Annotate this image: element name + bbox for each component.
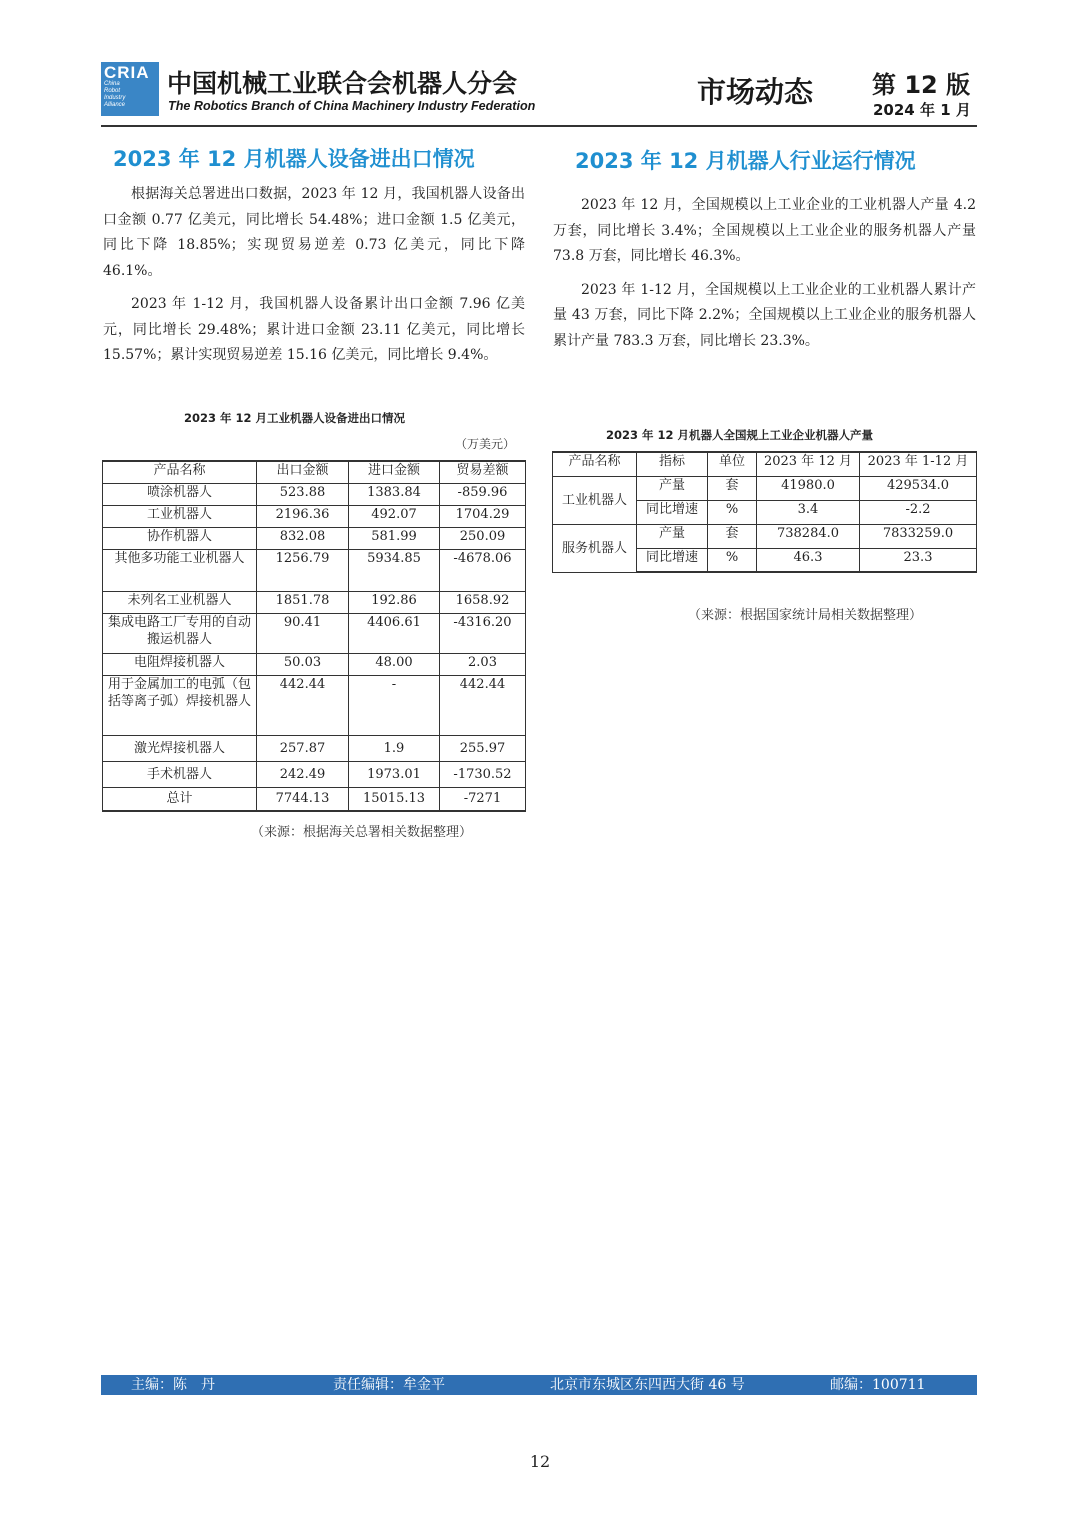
- production-table-header: [553, 452, 977, 476]
- import-cell: -: [349, 675, 440, 735]
- table-row: [103, 527, 526, 549]
- production-table: [552, 451, 977, 573]
- table-row: [103, 653, 526, 675]
- unit-cell: 套: [708, 476, 757, 500]
- header-cell: 单位: [708, 452, 757, 476]
- trade-table-header: [103, 461, 526, 483]
- export-cell: 2196.36: [257, 505, 349, 527]
- product-name-cell: 工业机器人: [103, 505, 257, 527]
- footer-bar: [101, 1375, 977, 1395]
- production-table-source: （来源：根据国家统计局相关数据整理）: [688, 608, 923, 623]
- metric-cell: 产量: [637, 476, 708, 500]
- logo-sub-1: China: [104, 81, 120, 87]
- footer-editor: 主编：陈 丹: [131, 1377, 215, 1393]
- section-title: 市场动态: [697, 75, 814, 109]
- balance-cell: 1658.92: [440, 591, 526, 613]
- left-article-title: 2023 年 12 月机器人设备进出口情况: [113, 147, 475, 171]
- table-row: [103, 675, 526, 735]
- product-name-cell: 用于金属加工的电弧（包括等离子弧）焊接机器人: [103, 675, 257, 735]
- balance-cell: -7271: [440, 787, 526, 811]
- trade-table-title: 2023 年 12 月工业机器人设备进出口情况: [184, 411, 406, 425]
- import-cell: 4406.61: [349, 613, 440, 653]
- header-cell: 2023 年 12 月: [757, 452, 860, 476]
- product-name-cell: 电阻焊接机器人: [103, 653, 257, 675]
- import-cell: 48.00: [349, 653, 440, 675]
- balance-cell: 442.44: [440, 675, 526, 735]
- footer-responsible-editor: 责任编辑：牟金平: [333, 1377, 445, 1393]
- product-name-cell: 激光焊接机器人: [103, 735, 257, 761]
- export-cell: 1851.78: [257, 591, 349, 613]
- header-cell: 2023 年 1-12 月: [860, 452, 977, 476]
- product-name-cell: 协作机器人: [103, 527, 257, 549]
- header-cell: 出口金额: [257, 461, 349, 483]
- table-row: [103, 549, 526, 591]
- logo-sub-4: Alliance: [104, 102, 126, 108]
- header-cell: 产品名称: [103, 461, 257, 483]
- dec-value-cell: 46.3: [757, 548, 860, 572]
- balance-cell: 2.03: [440, 653, 526, 675]
- ytd-value-cell: 23.3: [860, 548, 977, 572]
- export-cell: 523.88: [257, 483, 349, 505]
- product-name-cell: 总计: [103, 787, 257, 811]
- dec-value-cell: 41980.0: [757, 476, 860, 500]
- product-name-cell: 其他多功能工业机器人: [103, 549, 257, 591]
- product-name-cell: 集成电路工厂专用的自动搬运机器人: [103, 613, 257, 653]
- table-row: [103, 613, 526, 653]
- footer-address: 北京市东城区东四西大街 46 号: [550, 1377, 745, 1393]
- balance-cell: -1730.52: [440, 761, 526, 787]
- product-name-cell: 喷涂机器人: [103, 483, 257, 505]
- balance-cell: -4316.20: [440, 613, 526, 653]
- import-cell: 192.86: [349, 591, 440, 613]
- export-cell: 90.41: [257, 613, 349, 653]
- balance-cell: 250.09: [440, 527, 526, 549]
- org-name-cn: 中国机械工业联合会机器人分会: [167, 69, 518, 98]
- cria-logo: [101, 62, 159, 116]
- issue-date: 2024 年 1 月: [873, 101, 971, 119]
- trade-table-source: （来源：根据海关总署相关数据整理）: [251, 825, 473, 840]
- header-cell: 指标: [637, 452, 708, 476]
- table-row: [103, 735, 526, 761]
- table-row: [553, 476, 977, 500]
- production-table-title: 2023 年 12 月机器人全国规上工业企业机器人产量: [606, 428, 874, 442]
- unit-cell: 套: [708, 524, 757, 548]
- export-cell: 832.08: [257, 527, 349, 549]
- import-cell: 15015.13: [349, 787, 440, 811]
- logo-sub-2: Robot: [104, 88, 121, 94]
- org-name-en: The Robotics Branch of China Machinery Industry Federation: [168, 99, 536, 113]
- balance-cell: 1704.29: [440, 505, 526, 527]
- header-cell: 贸易差额: [440, 461, 526, 483]
- page-label: 第 12 版: [872, 71, 971, 99]
- trade-table-unit: （万美元）: [455, 437, 516, 451]
- table-row: [103, 591, 526, 613]
- ytd-value-cell: 7833259.0: [860, 524, 977, 548]
- product-group-cell: 工业机器人: [553, 476, 637, 524]
- ytd-value-cell: 429534.0: [860, 476, 977, 500]
- right-article-title: 2023 年 12 月机器人行业运行情况: [575, 149, 916, 173]
- export-cell: 242.49: [257, 761, 349, 787]
- export-cell: 257.87: [257, 735, 349, 761]
- metric-cell: 同比增速: [637, 548, 708, 572]
- left-article-body: [103, 182, 525, 377]
- right-paragraph-1: 2023 年 12 月，全国规模以上工业企业的工业机器人产量 4.2 万套，同比增长 3.4%；全国规模以上工业企业的服务机器人产量 73.8 万套，同比增长 46.3%。: [553, 197, 976, 264]
- trade-table: [102, 460, 526, 812]
- left-paragraph-1: 根据海关总署进出口数据，2023 年 12 月，我国机器人设备出口金额 0.77 亿美元，同比增长 54.48%；进口金额 1.5 亿美元，同比下降 18.85%；实现贸易逆差 0.73 亿美元，同比下降 46.1%。: [103, 186, 525, 279]
- metric-cell: 产量: [637, 524, 708, 548]
- table-row-total: [103, 787, 526, 811]
- table-row: [103, 505, 526, 527]
- import-cell: 1383.84: [349, 483, 440, 505]
- footer-postcode: 邮编：100711: [830, 1377, 926, 1393]
- import-cell: 5934.85: [349, 549, 440, 591]
- unit-cell: %: [708, 548, 757, 572]
- balance-cell: -859.96: [440, 483, 526, 505]
- header-divider: [101, 125, 977, 127]
- export-cell: 50.03: [257, 653, 349, 675]
- table-row: [553, 524, 977, 548]
- dec-value-cell: 738284.0: [757, 524, 860, 548]
- logo-sub-3: Industry: [104, 95, 126, 101]
- right-article-body: [553, 193, 976, 362]
- dec-value-cell: 3.4: [757, 500, 860, 524]
- import-cell: 581.99: [349, 527, 440, 549]
- page-number: 12: [529, 1452, 551, 1471]
- left-paragraph-2: 2023 年 1-12 月，我国机器人设备累计出口金额 7.96 亿美元，同比增长 29.48%；累计进口金额 23.11 亿美元，同比增长 15.57%；累计实现贸易逆差 15.16 亿美元，同比增长 9.4%。: [103, 296, 525, 363]
- unit-cell: %: [708, 500, 757, 524]
- product-name-cell: 手术机器人: [103, 761, 257, 787]
- ytd-value-cell: -2.2: [860, 500, 977, 524]
- import-cell: 1973.01: [349, 761, 440, 787]
- header-cell: 产品名称: [553, 452, 637, 476]
- header-cell: 进口金额: [349, 461, 440, 483]
- logo-text: CRIA: [104, 63, 150, 82]
- table-row: [103, 483, 526, 505]
- export-cell: 7744.13: [257, 787, 349, 811]
- right-paragraph-2: 2023 年 1-12 月，全国规模以上工业企业的工业机器人累计产量 43 万套，同比下降 2.2%；全国规模以上工业企业的服务机器人累计产量 783.3 万套，同比增长 23.3%。: [553, 281, 976, 349]
- export-cell: 1256.79: [257, 549, 349, 591]
- import-cell: 1.9: [349, 735, 440, 761]
- import-cell: 492.07: [349, 505, 440, 527]
- balance-cell: 255.97: [440, 735, 526, 761]
- balance-cell: -4678.06: [440, 549, 526, 591]
- metric-cell: 同比增速: [637, 500, 708, 524]
- product-group-cell: 服务机器人: [553, 524, 637, 572]
- export-cell: 442.44: [257, 675, 349, 735]
- table-row: [103, 761, 526, 787]
- product-name-cell: 未列名工业机器人: [103, 591, 257, 613]
